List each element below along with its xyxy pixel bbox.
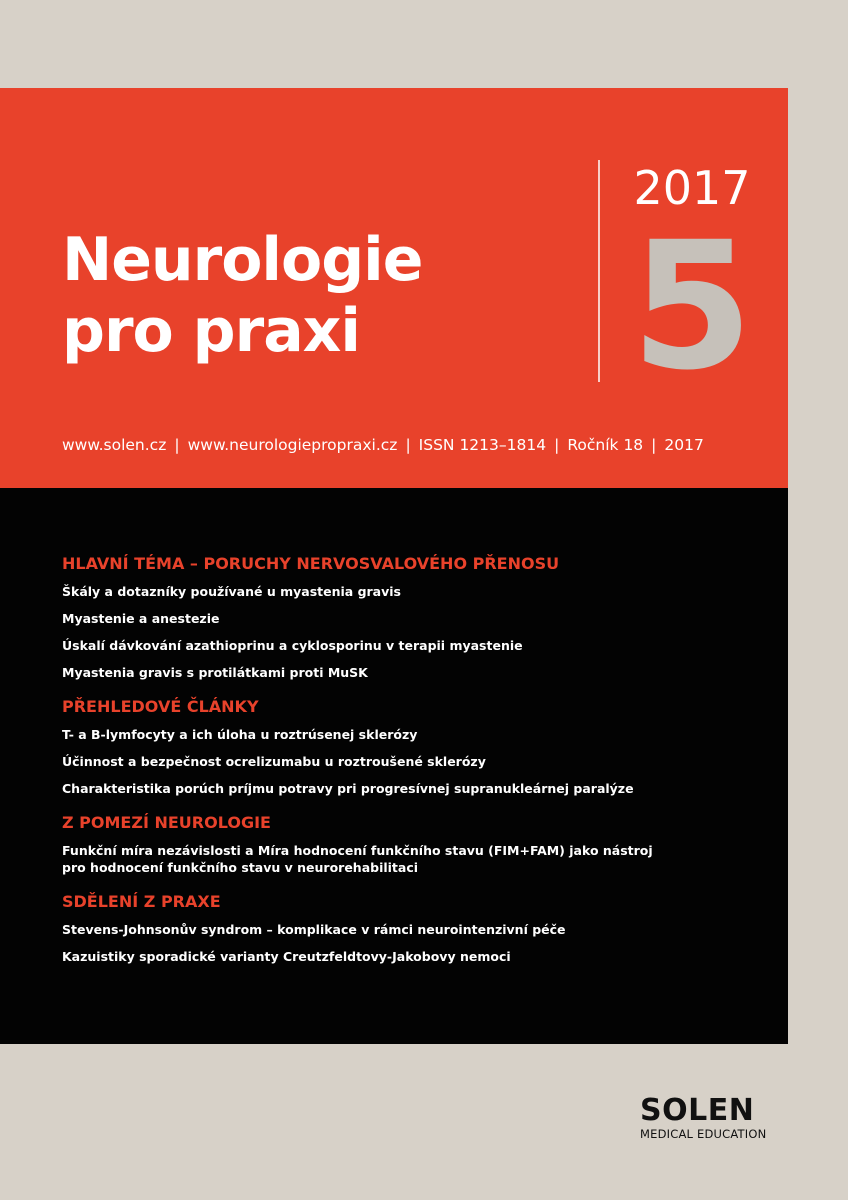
section-title: Z POMEZÍ NEUROLOGIE xyxy=(62,813,271,832)
article-title: Škály a dotazníky používané u myastenia gravis xyxy=(62,584,401,599)
article-title: T- a B-lymfocyty a ich úloha u roztrúsenej sklerózy xyxy=(62,727,418,742)
article-title: Funkční míra nezávislosti a Míra hodnocení funkčního stavu (FIM+FAM) jako nástroj pro hodnocení funkčního stavu v neurorehabilitaci xyxy=(62,843,653,875)
article-title: Úskalí dávkování azathioprinu a cyklosporinu v terapii myastenie xyxy=(62,638,523,653)
publisher-tagline: MEDICAL EDUCATION xyxy=(640,1127,767,1141)
article-title: Myastenie a anestezie xyxy=(62,611,220,626)
publisher-logo xyxy=(640,1093,790,1141)
table-of-contents xyxy=(62,550,762,977)
article-title: Účinnost a bezpečnost ocrelizumabu u roztroušené sklerózy xyxy=(62,754,486,769)
issue-year: 2017 xyxy=(633,161,751,215)
section-neurology-borderlands xyxy=(62,809,762,876)
issue-number: 5 xyxy=(630,204,754,409)
meta-separator: | xyxy=(174,436,180,454)
meta-volume: Ročník 18 xyxy=(567,436,644,454)
meta-separator: | xyxy=(554,436,560,454)
section-title: HLAVNÍ TÉMA – PORUCHY NERVOSVALOVÉHO PŘENOSU xyxy=(62,554,560,573)
meta-separator: | xyxy=(651,436,657,454)
publisher-name: SOLEN xyxy=(640,1093,755,1128)
section-main-topic xyxy=(62,550,762,681)
section-review-articles xyxy=(62,693,762,797)
article-title: Kazuistiky sporadické varianty Creutzfeldtovy-Jakobovy nemoci xyxy=(62,949,511,964)
section-title: SDĚLENÍ Z PRAXE xyxy=(62,892,221,911)
header-divider xyxy=(598,160,600,382)
article-title: Charakteristika porúch príjmu potravy pri progresívnej supranukleárnej paralýze xyxy=(62,781,634,796)
section-case-reports xyxy=(62,888,762,965)
journal-title-line-1: Neurologie xyxy=(62,225,423,295)
meta-journal-website: www.neurologiepropraxi.cz xyxy=(187,436,398,454)
journal-title xyxy=(62,225,422,367)
meta-issn: ISSN 1213–1814 xyxy=(418,436,547,454)
meta-separator: | xyxy=(405,436,411,454)
section-title: PŘEHLEDOVÉ ČLÁNKY xyxy=(62,697,259,716)
journal-title-line-2: pro praxi xyxy=(62,296,360,366)
meta-year: 2017 xyxy=(664,436,704,454)
meta-website: www.solen.cz xyxy=(62,436,167,454)
article-title: Myastenia gravis s protilátkami proti MuSK xyxy=(62,665,368,680)
publication-meta-line xyxy=(62,434,704,456)
article-title: Stevens-Johnsonův syndrom – komplikace v rámci neurointenzivní péče xyxy=(62,922,566,937)
